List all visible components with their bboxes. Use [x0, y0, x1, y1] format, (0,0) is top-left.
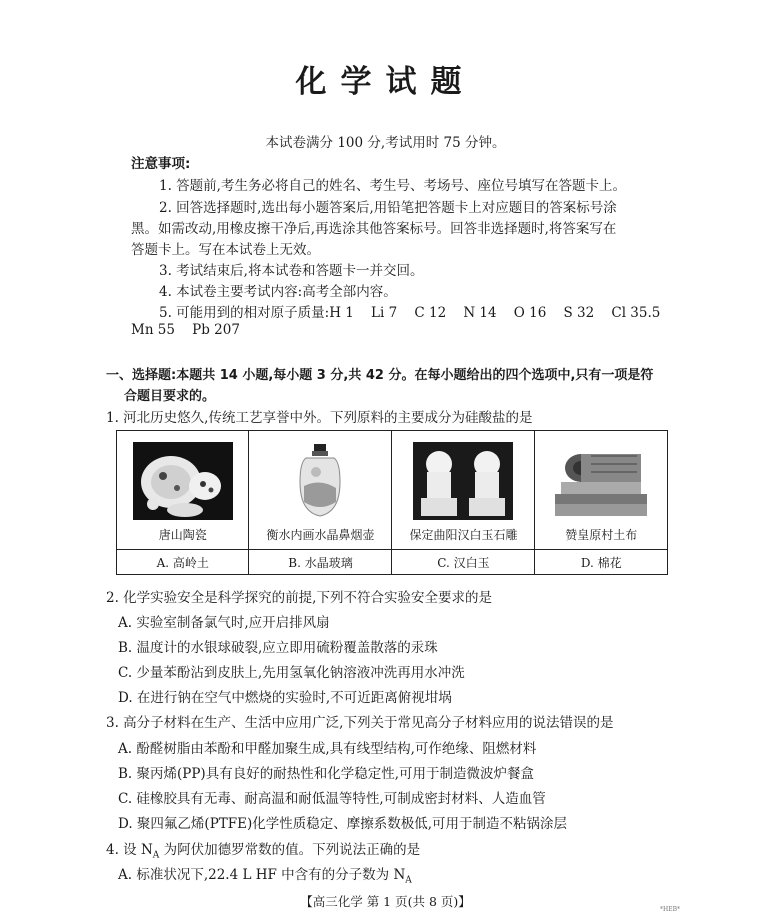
- notice-line: 黑。如需改动,用橡皮擦干净后,再选涂其他答案标号。回答非选择题时,将答案写在: [131, 221, 617, 237]
- q3-option: A. 酚醛树脂由苯酚和甲醛加聚生成,具有线型结构,可作绝缘、阻燃材料: [118, 741, 537, 757]
- question-1-table: [116, 430, 668, 575]
- question-3-stem: 3. 高分子材料在生产、生活中应用广泛,下列关于常见高分子材料应用的说法错误的是: [106, 715, 614, 731]
- page-footer: 【高三化学 第 1 页(共 8 页)】: [300, 894, 471, 909]
- notice-line: 答题卡上。写在本试卷上无效。: [131, 242, 320, 258]
- notice-line: 1. 答题前,考生务必将自己的姓名、考生号、考场号、座位号填写在答题卡上。: [159, 178, 626, 194]
- image-cell: [249, 431, 392, 550]
- snuff-bottle-image: [270, 442, 370, 520]
- marble-carving-image: [413, 442, 513, 520]
- q3-option: D. 聚四氟乙烯(PTFE)化学性质稳定、摩擦系数极低,可用于制造不粘锅涂层: [118, 816, 568, 832]
- image-caption: 赞皇原村土布: [565, 528, 638, 542]
- page-title: 化学试题: [295, 64, 476, 100]
- q4-option: A. 标准状况下,22.4 L HF 中含有的分子数为 $N_A$: [118, 867, 412, 886]
- image-cell: [535, 431, 668, 550]
- q3-option: C. 硅橡胶具有无毒、耐高温和耐低温等特性,可制成密封材料、人造血管: [118, 791, 546, 807]
- notice-line: Mn 55 Pb 207: [131, 322, 240, 338]
- notice-heading: 注意事项:: [131, 156, 191, 172]
- exam-info: 本试卷满分 100 分,考试用时 75 分钟。: [265, 135, 506, 151]
- q2-option: C. 少量苯酚沾到皮肤上,先用氢氧化钠溶液冲洗再用水冲洗: [118, 665, 465, 681]
- option-b: B. 水晶玻璃: [249, 550, 392, 575]
- section-heading: 一、选择题:本题共 14 小题,每小题 3 分,共 42 分。在每小题给出的四个选项中,只有一项是符: [106, 368, 654, 383]
- ceramics-image: [133, 442, 233, 520]
- notice-line: 4. 本试卷主要考试内容:高考全部内容。: [159, 284, 397, 300]
- section-heading-cont: 合题目要求的。: [124, 389, 216, 404]
- print-code: *HEB*: [660, 906, 681, 913]
- q2-option: D. 在进行钠在空气中燃烧的实验时,不可近距离俯视坩埚: [118, 690, 452, 706]
- option-c: C. 汉白玉: [392, 550, 535, 575]
- question-4-stem: 4. 设 $N_A$ 为阿伏加德罗常数的值。下列说法正确的是: [106, 842, 421, 861]
- image-cell: [117, 431, 249, 550]
- notice-line: 5. 可能用到的相对原子质量:H 1 Li 7 C 12 N 14 O 16 S 32 Cl 35.5: [159, 305, 661, 321]
- image-caption: 衡水内画水晶鼻烟壶: [266, 528, 375, 542]
- option-d: D. 棉花: [535, 550, 668, 575]
- question-2-stem: 2. 化学实验安全是科学探究的前提,下列不符合实验安全要求的是: [106, 590, 492, 606]
- q3-option: B. 聚丙烯(PP)具有良好的耐热性和化学稳定性,可用于制造微波炉餐盒: [118, 766, 534, 782]
- q2-option: B. 温度计的水银球破裂,应立即用硫粉覆盖散落的汞珠: [118, 640, 438, 656]
- option-a: A. 高岭土: [117, 550, 249, 575]
- question-1-stem: 1. 河北历史悠久,传统工艺享誉中外。下列原料的主要成分为硅酸盐的是: [106, 410, 533, 426]
- image-cell: [392, 431, 535, 550]
- q2-option: A. 实验室制备氯气时,应开启排风扇: [118, 615, 330, 631]
- image-caption: 保定曲阳汉白玉石雕: [409, 528, 518, 542]
- notice-line: 3. 考试结束后,将本试卷和答题卡一并交回。: [159, 263, 424, 279]
- image-caption: 唐山陶瓷: [158, 528, 207, 542]
- notice-line: 2. 回答选择题时,选出每小题答案后,用铅笔把答题卡上对应题目的答案标号涂: [159, 200, 617, 216]
- cloth-image: [551, 442, 651, 520]
